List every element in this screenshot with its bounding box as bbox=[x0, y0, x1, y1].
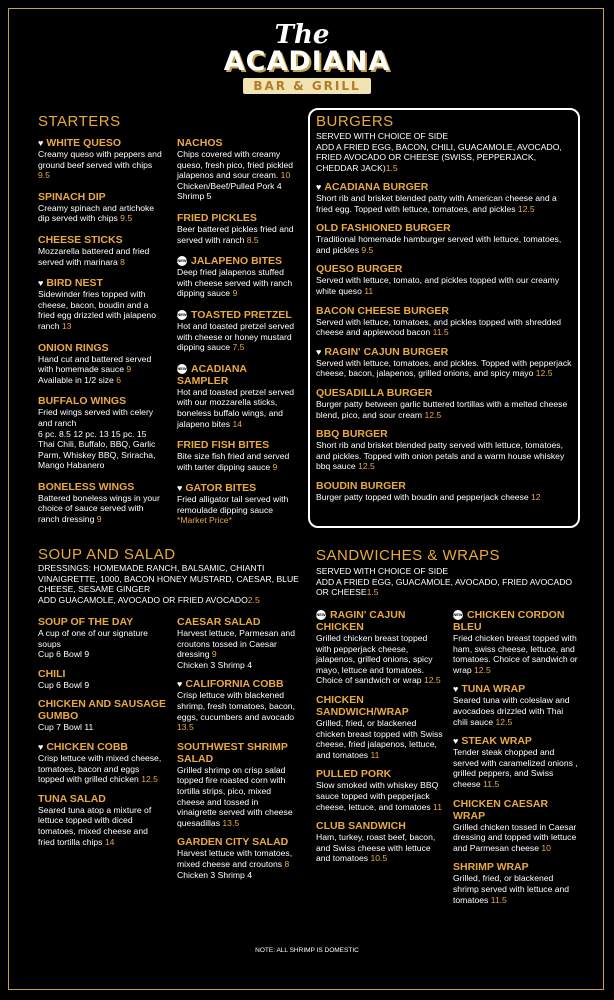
menu-item bbox=[38, 741, 166, 785]
item-name-text: FRIED PICKLES bbox=[177, 211, 257, 224]
item-description-text: Hot and toasted pretzel served with our mozzarella sticks, boneless buffalo wings, and jalapeno bites bbox=[177, 386, 295, 429]
item-name-text: RAGIN' CAJUN BURGER bbox=[324, 345, 449, 358]
item-name-text: BACON CHEESE BURGER bbox=[316, 304, 450, 317]
heart-icon: ♥ bbox=[453, 684, 459, 695]
item-name bbox=[177, 255, 299, 267]
item-extra-text: Available in 1/2 size bbox=[38, 374, 114, 385]
item-description bbox=[177, 321, 299, 353]
item-name-text: PULLED PORK bbox=[316, 768, 392, 781]
item-price: 9.5 bbox=[38, 170, 50, 181]
item-description-text: Ham, turkey, roast beef, bacon, and Swiss cheese with lettuce and tomatoes bbox=[316, 832, 436, 864]
item-description-text: Harvest lettuce, Parmesan and croutons tossed in Caesar dressing bbox=[177, 628, 295, 660]
item-name-text: JALAPENO BITES bbox=[191, 255, 283, 268]
item-name-text: STEAK WRAP bbox=[461, 735, 532, 748]
menu-item bbox=[38, 395, 166, 471]
item-price: 10.5 bbox=[370, 853, 388, 864]
item-description-text: Creamy spinach and artichoke dip served with chips bbox=[38, 202, 155, 224]
item-name bbox=[38, 741, 166, 753]
item-name-text: GATOR BITES bbox=[185, 482, 257, 495]
item-description bbox=[177, 690, 299, 732]
item-price: 12.5 bbox=[535, 368, 553, 379]
item-name bbox=[177, 439, 299, 451]
item-name bbox=[316, 820, 444, 832]
item-description bbox=[177, 224, 299, 245]
burgers-list bbox=[316, 181, 574, 511]
item-description bbox=[316, 718, 444, 760]
item-extra bbox=[38, 439, 166, 471]
menu-item bbox=[316, 222, 574, 255]
item-description-text: Bite size fish fried and served with tarter dipping sauce bbox=[177, 451, 290, 472]
item-price: 12.5 bbox=[517, 203, 535, 214]
item-name bbox=[453, 798, 578, 822]
item-name bbox=[38, 342, 166, 354]
new-icon: NEW bbox=[177, 310, 187, 320]
burgers-note-side: SERVED WITH CHOICE OF SIDE bbox=[316, 131, 449, 141]
item-description-text: Chips covered with creamy queso, fresh pico, fried pickled jalapenos and sour cream. bbox=[177, 149, 294, 181]
item-description-text: Burger patty topped with boudin and pepperjack cheese bbox=[316, 491, 529, 502]
logo-main: ACADIANA bbox=[223, 46, 391, 77]
item-description bbox=[453, 747, 578, 789]
menu-item bbox=[38, 616, 166, 660]
item-name-text: CALIFORNIA COBB bbox=[185, 678, 284, 691]
item-description bbox=[177, 387, 299, 429]
item-extra-text: Thai Chili, Buffalo, BBQ, Garlic Parm, Whiskey BBQ, Sriracha, Mango Habanero bbox=[38, 439, 156, 471]
menu-item bbox=[38, 481, 166, 525]
sandwiches-note-add bbox=[316, 577, 574, 598]
heart-icon: ♥ bbox=[38, 138, 44, 148]
item-name-text: FRIED FISH BITES bbox=[177, 439, 270, 452]
restaurant-logo bbox=[204, 22, 410, 100]
burgers-notes bbox=[316, 131, 574, 173]
item-name-text: TUNA SALAD bbox=[38, 792, 106, 805]
item-price: 14 bbox=[104, 836, 115, 847]
item-description bbox=[38, 289, 166, 331]
item-name bbox=[316, 305, 574, 317]
item-extra bbox=[177, 181, 299, 192]
item-description-text: Fried chicken breast topped with ham, swiss cheese, lettuce, and tomatoes. Choice of sandwich or wrap bbox=[453, 633, 578, 675]
item-price: 7.5 bbox=[232, 342, 245, 353]
item-description bbox=[38, 628, 166, 649]
item-name bbox=[38, 277, 166, 289]
item-price: 12.5 bbox=[424, 409, 442, 420]
item-name bbox=[177, 678, 299, 690]
item-description bbox=[177, 149, 299, 181]
item-description bbox=[38, 753, 166, 785]
item-description bbox=[316, 399, 574, 420]
item-name-text: NACHOS bbox=[177, 137, 223, 149]
item-name-text: TOASTED PRETZEL bbox=[191, 308, 292, 321]
heart-icon: ♥ bbox=[177, 679, 183, 690]
item-description bbox=[453, 695, 578, 727]
item-description bbox=[38, 203, 166, 224]
menu-item bbox=[177, 363, 299, 429]
menu-item bbox=[177, 482, 299, 526]
menu-item bbox=[177, 309, 299, 353]
menu-item bbox=[177, 836, 299, 880]
logo-sub: BAR & GRILL bbox=[243, 78, 370, 94]
item-name-text: ONION RINGS bbox=[38, 341, 109, 354]
new-icon: NEW bbox=[177, 256, 187, 266]
item-name bbox=[316, 387, 574, 399]
item-name bbox=[177, 363, 299, 387]
item-description bbox=[453, 822, 578, 854]
item-name-text: BBQ BURGER bbox=[316, 428, 388, 441]
menu-item bbox=[177, 616, 299, 670]
heart-icon: ♥ bbox=[38, 741, 44, 752]
item-description-text: Served with lettuce, tomato, and pickles topped with our creamy white queso bbox=[316, 275, 560, 296]
item-price: 12.5 bbox=[358, 461, 375, 472]
item-description-text: Mozzarella battered and fried served with marinara bbox=[38, 245, 150, 267]
item-price: 12.5 bbox=[474, 664, 491, 675]
menu-item bbox=[316, 480, 574, 503]
item-name-text: QUESADILLA BURGER bbox=[316, 386, 433, 399]
item-description-text: Grilled, fried, or blackened shrimp served with lettuce and tomatoes bbox=[453, 873, 570, 905]
item-name bbox=[316, 694, 444, 718]
menu-item bbox=[177, 255, 299, 299]
heart-icon: ♥ bbox=[38, 278, 44, 289]
item-description bbox=[316, 832, 444, 864]
item-price: 12.5 bbox=[141, 774, 158, 785]
item-description-text: Short rib and brisket blended patty served with lettuce, tomatoes, and pickles. Topped with onion petals and a warm house whiskey bbq sauce bbox=[316, 440, 565, 472]
menu-item bbox=[38, 793, 166, 847]
item-name-text: CHICKEN AND SAUSAGE GUMBO bbox=[38, 698, 166, 723]
heart-icon: ♥ bbox=[453, 736, 459, 747]
item-description bbox=[38, 805, 166, 847]
item-extra bbox=[38, 375, 166, 386]
burgers-note-add bbox=[316, 142, 574, 174]
item-description-text: Hand cut and battered served with homemade sauce bbox=[38, 353, 152, 375]
item-description bbox=[177, 765, 299, 829]
item-description bbox=[316, 358, 574, 379]
item-price: 13.5 bbox=[177, 722, 194, 733]
item-price: 10 bbox=[280, 170, 291, 181]
menu-item bbox=[38, 191, 166, 224]
starters-title: STARTERS bbox=[38, 113, 121, 130]
menu-item bbox=[177, 678, 299, 732]
item-name bbox=[316, 263, 574, 275]
item-price: 11 bbox=[364, 285, 374, 296]
item-name-text: CHICKEN CORDON BLEU bbox=[453, 609, 565, 633]
item-name bbox=[38, 234, 166, 246]
item-description-text: Hot and toasted pretzel served with cheese or honey mustard dipping sauce bbox=[177, 320, 295, 353]
item-name bbox=[316, 181, 574, 193]
item-description-text: Grilled chicken tossed in Caesar dressing and topped with lettuce and Parmesan cheese bbox=[453, 821, 577, 853]
soup-salad-title: SOUP AND SALAD bbox=[38, 546, 176, 563]
item-price: 9 bbox=[96, 514, 102, 525]
item-description bbox=[177, 848, 299, 869]
item-price: 11.5 bbox=[483, 778, 500, 789]
menu-item bbox=[453, 683, 578, 727]
item-description-text: Crisp lettuce with mixed cheese, tomatoes, bacon and eggs topped with grilled chicken bbox=[38, 752, 162, 785]
item-description-text: A cup of one of our signature soups bbox=[38, 628, 148, 649]
item-price: 9.5 bbox=[120, 213, 133, 224]
item-name bbox=[316, 428, 574, 440]
item-name-text: CHILI bbox=[38, 667, 66, 680]
menu-item bbox=[38, 342, 166, 386]
item-name bbox=[177, 741, 299, 765]
item-description-text: Sidewinder fries topped with cheese, bacon, boudin and a fried egg drizzled with jalapeno ranch bbox=[38, 289, 156, 331]
item-name bbox=[38, 481, 166, 493]
item-description bbox=[38, 493, 166, 525]
sandwiches-note-add-price: 1.5 bbox=[366, 587, 379, 598]
item-description-text: Seared tuna atop a mixture of lettuce topped with diced tomatoes, mixed cheese and fried tortilla chips bbox=[38, 804, 152, 847]
item-description bbox=[316, 440, 574, 472]
item-sizes: Cup 6 Bowl 9 bbox=[38, 649, 90, 660]
item-name-text: TUNA WRAP bbox=[461, 683, 526, 696]
item-price: 12.5 bbox=[495, 716, 513, 727]
soup-salad-add-text: ADD GUACAMOLE, AVOCADO OR FRIED AVOCADO bbox=[38, 594, 248, 605]
item-price: 8 bbox=[120, 256, 125, 267]
item-extra-price: 6 bbox=[116, 374, 121, 385]
dressings-note: DRESSINGS: HOMEMADE RANCH, BALSAMIC, CHIANTI VINAIGRETTE, 1000, BACON HONEY MUSTARD, CAESAR, BLUE CHEESE, SESAME GINGER bbox=[38, 563, 299, 595]
item-description bbox=[177, 451, 299, 472]
item-name bbox=[177, 309, 299, 321]
item-description-text: Deep fried jalapenos stuffed with cheese served with ranch dipping sauce bbox=[177, 267, 293, 299]
item-description bbox=[316, 492, 574, 503]
item-extra-2: Shrimp 5 bbox=[177, 191, 212, 202]
soup-salad-column-2 bbox=[177, 616, 299, 888]
item-description-text: Traditional homemade hamburger served with lettuce, tomatoes, and pickles bbox=[316, 234, 562, 255]
item-description bbox=[316, 780, 444, 812]
item-price: 11 bbox=[433, 801, 442, 812]
item-name bbox=[177, 137, 299, 149]
menu-item bbox=[316, 263, 574, 296]
item-price: 11.5 bbox=[432, 327, 449, 338]
item-description-text: Burger patty between garlic buttered tortillas with a melted cheese blend, pico, and sour cream bbox=[316, 398, 568, 420]
item-price: 9 bbox=[126, 364, 132, 375]
item-extra-text: Chicken 3 Shrimp 4 bbox=[177, 869, 252, 880]
menu-item bbox=[316, 346, 574, 379]
item-sizes: Cup 6 Bowl 9 bbox=[38, 679, 90, 690]
item-extra-text: Chicken 3 Shrimp 4 bbox=[177, 659, 252, 670]
menu-item bbox=[316, 694, 444, 760]
item-name-text: BONELESS WINGS bbox=[38, 480, 135, 493]
menu-item bbox=[177, 212, 299, 245]
item-description bbox=[177, 267, 299, 299]
item-description-text: Grilled, fried, or blackened chicken breast topped with Swiss cheese, fried jalapenos, lettuce, and tomatoes bbox=[316, 717, 443, 760]
menu-item bbox=[38, 137, 166, 181]
item-sizes: Cup 7 Bowl 11 bbox=[38, 722, 94, 733]
starters-column-1 bbox=[38, 137, 166, 535]
item-name bbox=[316, 609, 444, 633]
item-name bbox=[316, 768, 444, 780]
item-price: 9 bbox=[232, 288, 238, 299]
menu-item bbox=[453, 735, 578, 789]
item-extra bbox=[177, 870, 299, 881]
menu-item bbox=[177, 439, 299, 472]
menu-item bbox=[316, 768, 444, 812]
item-description-text: Grilled chicken breast topped with pepperjack cheese, jalapenos, grilled onions, spicy mayo, lettuce and tomatoes. Choice of sandwich or wrap bbox=[316, 633, 433, 686]
item-name-text: QUESO BURGER bbox=[316, 263, 403, 276]
item-name-text: GARDEN CITY SALAD bbox=[177, 836, 289, 849]
item-description-text: Slow smoked with whiskey BBQ sauce topped with pepperjack cheese, lettuce, and tomatoes bbox=[316, 780, 439, 812]
soup-salad-column-1 bbox=[38, 616, 166, 855]
sandwiches-column-1 bbox=[316, 609, 444, 872]
item-description-text: Tender steak chopped and served with caramelized onions , grilled peppers, and Swiss cheese bbox=[453, 747, 578, 789]
item-description-text: Seared tuna with coleslaw and avocadoes drizzled with Thai chili sauce bbox=[453, 695, 570, 727]
item-description bbox=[38, 354, 166, 375]
item-description bbox=[177, 628, 299, 660]
item-description-text: Crisp lettuce with blackened shrimp, fresh tomatoes, bacon, eggs, cucumbers and avocado bbox=[177, 690, 295, 722]
menu-item bbox=[316, 181, 574, 214]
menu-item bbox=[316, 428, 574, 472]
sandwiches-notes bbox=[316, 566, 574, 598]
item-description-text: Battered boneless wings in your choice of sauce served with ranch dressing bbox=[38, 492, 160, 525]
heart-icon: ♥ bbox=[316, 182, 322, 192]
item-name-text: SOUP OF THE DAY bbox=[38, 616, 134, 628]
item-description-text: Served with lettuce, tomatoes, and pickles topped with shredded cheese and applewood bacon bbox=[316, 316, 562, 338]
item-name-text: CAESAR SALAD bbox=[177, 616, 261, 628]
item-description bbox=[177, 494, 299, 526]
item-price: 9.5 bbox=[361, 244, 374, 255]
menu-item bbox=[453, 798, 578, 854]
burgers-note-add-text: ADD A FRIED EGG, BACON, CHILI, GUACAMOLE, AVOCADO, FRIED AVOCADO OR CHEESE (SWISS, PEPPERJACK, CHEDDAR JACK) bbox=[316, 141, 562, 173]
item-name-text: WHITE QUESO bbox=[46, 137, 122, 149]
menu-item bbox=[316, 820, 444, 864]
item-name-text: OLD FASHIONED BURGER bbox=[316, 222, 451, 235]
menu-item bbox=[453, 609, 578, 675]
item-sizes: 6 pc. 8.5 12 pc. 13 15 pc. 15 bbox=[38, 428, 147, 439]
item-name bbox=[38, 668, 166, 680]
soup-salad-notes bbox=[38, 563, 300, 605]
menu-item bbox=[177, 137, 299, 202]
sandwiches-note-add-text: ADD A FRIED EGG, GUACAMOLE, AVOCADO, FRIED AVOCADO OR CHEESE bbox=[316, 576, 573, 598]
menu-item bbox=[453, 861, 578, 905]
sandwiches-title: SANDWICHES & WRAPS bbox=[316, 547, 501, 564]
item-name bbox=[177, 212, 299, 224]
item-description bbox=[453, 633, 578, 675]
item-name-text: CHICKEN SANDWICH/WRAP bbox=[316, 693, 409, 718]
item-description-text: Short rib and brisket blended patty with American cheese and a fried egg. Topped with lettuce, tomatoes, and pickles bbox=[316, 193, 557, 214]
item-name bbox=[453, 735, 578, 747]
item-price: 8 bbox=[284, 858, 290, 869]
item-price: 13.5 bbox=[222, 817, 240, 828]
item-name-text: ACADIANA BURGER bbox=[324, 181, 429, 193]
burgers-note-add-price: 1.5 bbox=[385, 162, 398, 173]
menu-item bbox=[38, 668, 166, 691]
menu-item bbox=[316, 609, 444, 686]
item-name bbox=[177, 482, 299, 494]
item-price: 11.5 bbox=[490, 894, 507, 905]
item-price: 9 bbox=[211, 649, 217, 660]
starters-column-2 bbox=[177, 137, 299, 536]
item-price: 11 bbox=[370, 749, 380, 760]
item-name bbox=[316, 222, 574, 234]
item-name-text: CHEESE STICKS bbox=[38, 233, 123, 246]
item-name bbox=[38, 793, 166, 805]
item-name-text: BIRD NEST bbox=[46, 277, 103, 290]
heart-icon: ♥ bbox=[177, 483, 183, 494]
item-name bbox=[316, 480, 574, 492]
item-description-text: Harvest lettuce with tomatoes, mixed cheese and croutons bbox=[177, 848, 293, 869]
item-name bbox=[177, 616, 299, 628]
item-name bbox=[38, 616, 166, 628]
item-description bbox=[38, 407, 166, 428]
item-description-text: Beer battered pickles fried and served with ranch bbox=[177, 223, 294, 245]
item-name-text: ACADIANA SAMPLER bbox=[177, 362, 247, 387]
item-name-text: CHICKEN COBB bbox=[46, 740, 129, 753]
item-price: 9 bbox=[272, 461, 278, 472]
item-name-text: RAGIN' CAJUN CHICKEN bbox=[316, 609, 406, 633]
item-description bbox=[316, 633, 444, 686]
item-name bbox=[177, 836, 299, 848]
menu-item bbox=[38, 698, 166, 733]
item-description bbox=[453, 873, 578, 905]
item-price: 10 bbox=[541, 842, 551, 853]
soup-salad-add-price: 2.5 bbox=[247, 594, 260, 605]
item-name bbox=[38, 191, 166, 203]
item-description-text: Fried wings served with celery and ranch bbox=[38, 407, 154, 428]
item-name bbox=[453, 683, 578, 695]
item-name-text: CHICKEN CAESAR WRAP bbox=[453, 797, 549, 822]
sandwiches-column-2 bbox=[453, 609, 578, 913]
item-extra bbox=[177, 660, 299, 671]
item-name bbox=[453, 609, 578, 633]
menu-item bbox=[316, 387, 574, 420]
new-icon: NEW bbox=[316, 610, 326, 620]
item-description bbox=[316, 193, 574, 214]
item-description bbox=[38, 149, 166, 181]
item-description bbox=[316, 317, 574, 338]
item-name-text: SPINACH DIP bbox=[38, 190, 106, 203]
item-price: 14 bbox=[232, 418, 242, 429]
item-name-text: BUFFALO WINGS bbox=[38, 395, 127, 408]
item-name bbox=[38, 698, 166, 722]
item-price: 12.5 bbox=[423, 675, 441, 686]
item-description bbox=[316, 234, 574, 255]
item-price: 8.5 bbox=[246, 234, 259, 245]
item-price: 13 bbox=[61, 320, 72, 331]
item-description-text: Fried alligator tail served with remoulade dipping sauce bbox=[177, 494, 289, 515]
item-description-text: Grilled shrimp on crisp salad topped fire roasted corn with tortilla strips, pico, mixed cheese and tossed in vinaigrette served with cheese quesadillas bbox=[177, 764, 293, 828]
heart-icon: ♥ bbox=[316, 346, 322, 357]
item-description-text: Served with lettuce, tomatoes, and pickles. Topped with pepperjack cheese, bacon, jalapenos, grilled onions, and spicy mayo bbox=[316, 357, 572, 379]
sandwiches-note-side: SERVED WITH CHOICE OF SIDE bbox=[316, 566, 449, 576]
soup-salad-add-note bbox=[38, 595, 300, 606]
new-icon: NEW bbox=[177, 364, 187, 374]
logo-the: The bbox=[274, 20, 330, 50]
item-name bbox=[453, 861, 578, 873]
item-name-text: SHRIMP WRAP bbox=[453, 861, 529, 874]
item-name-text: CLUB SANDWICH bbox=[316, 820, 406, 833]
item-price: *Market Price* bbox=[177, 515, 232, 526]
item-price: 12 bbox=[531, 491, 541, 502]
item-description bbox=[316, 275, 574, 296]
item-name bbox=[38, 137, 166, 149]
item-description bbox=[38, 246, 166, 267]
item-description-text: Creamy queso with peppers and ground beef served with chips bbox=[38, 149, 162, 170]
menu-item bbox=[177, 741, 299, 829]
item-name bbox=[316, 346, 574, 358]
item-name-text: SOUTHWEST SHRIMP SALAD bbox=[177, 740, 288, 765]
new-icon: NEW bbox=[453, 610, 463, 620]
item-name bbox=[38, 395, 166, 407]
menu-item bbox=[316, 305, 574, 338]
footnote: NOTE: ALL SHRIMP IS DOMESTIC bbox=[255, 947, 359, 954]
menu-item bbox=[38, 234, 166, 267]
menu-item bbox=[38, 277, 166, 331]
burgers-title: BURGERS bbox=[316, 113, 394, 130]
item-name-text: BOUDIN BURGER bbox=[316, 479, 406, 492]
item-extra-text: Chicken/Beef/Pulled Pork 4 bbox=[177, 180, 282, 191]
